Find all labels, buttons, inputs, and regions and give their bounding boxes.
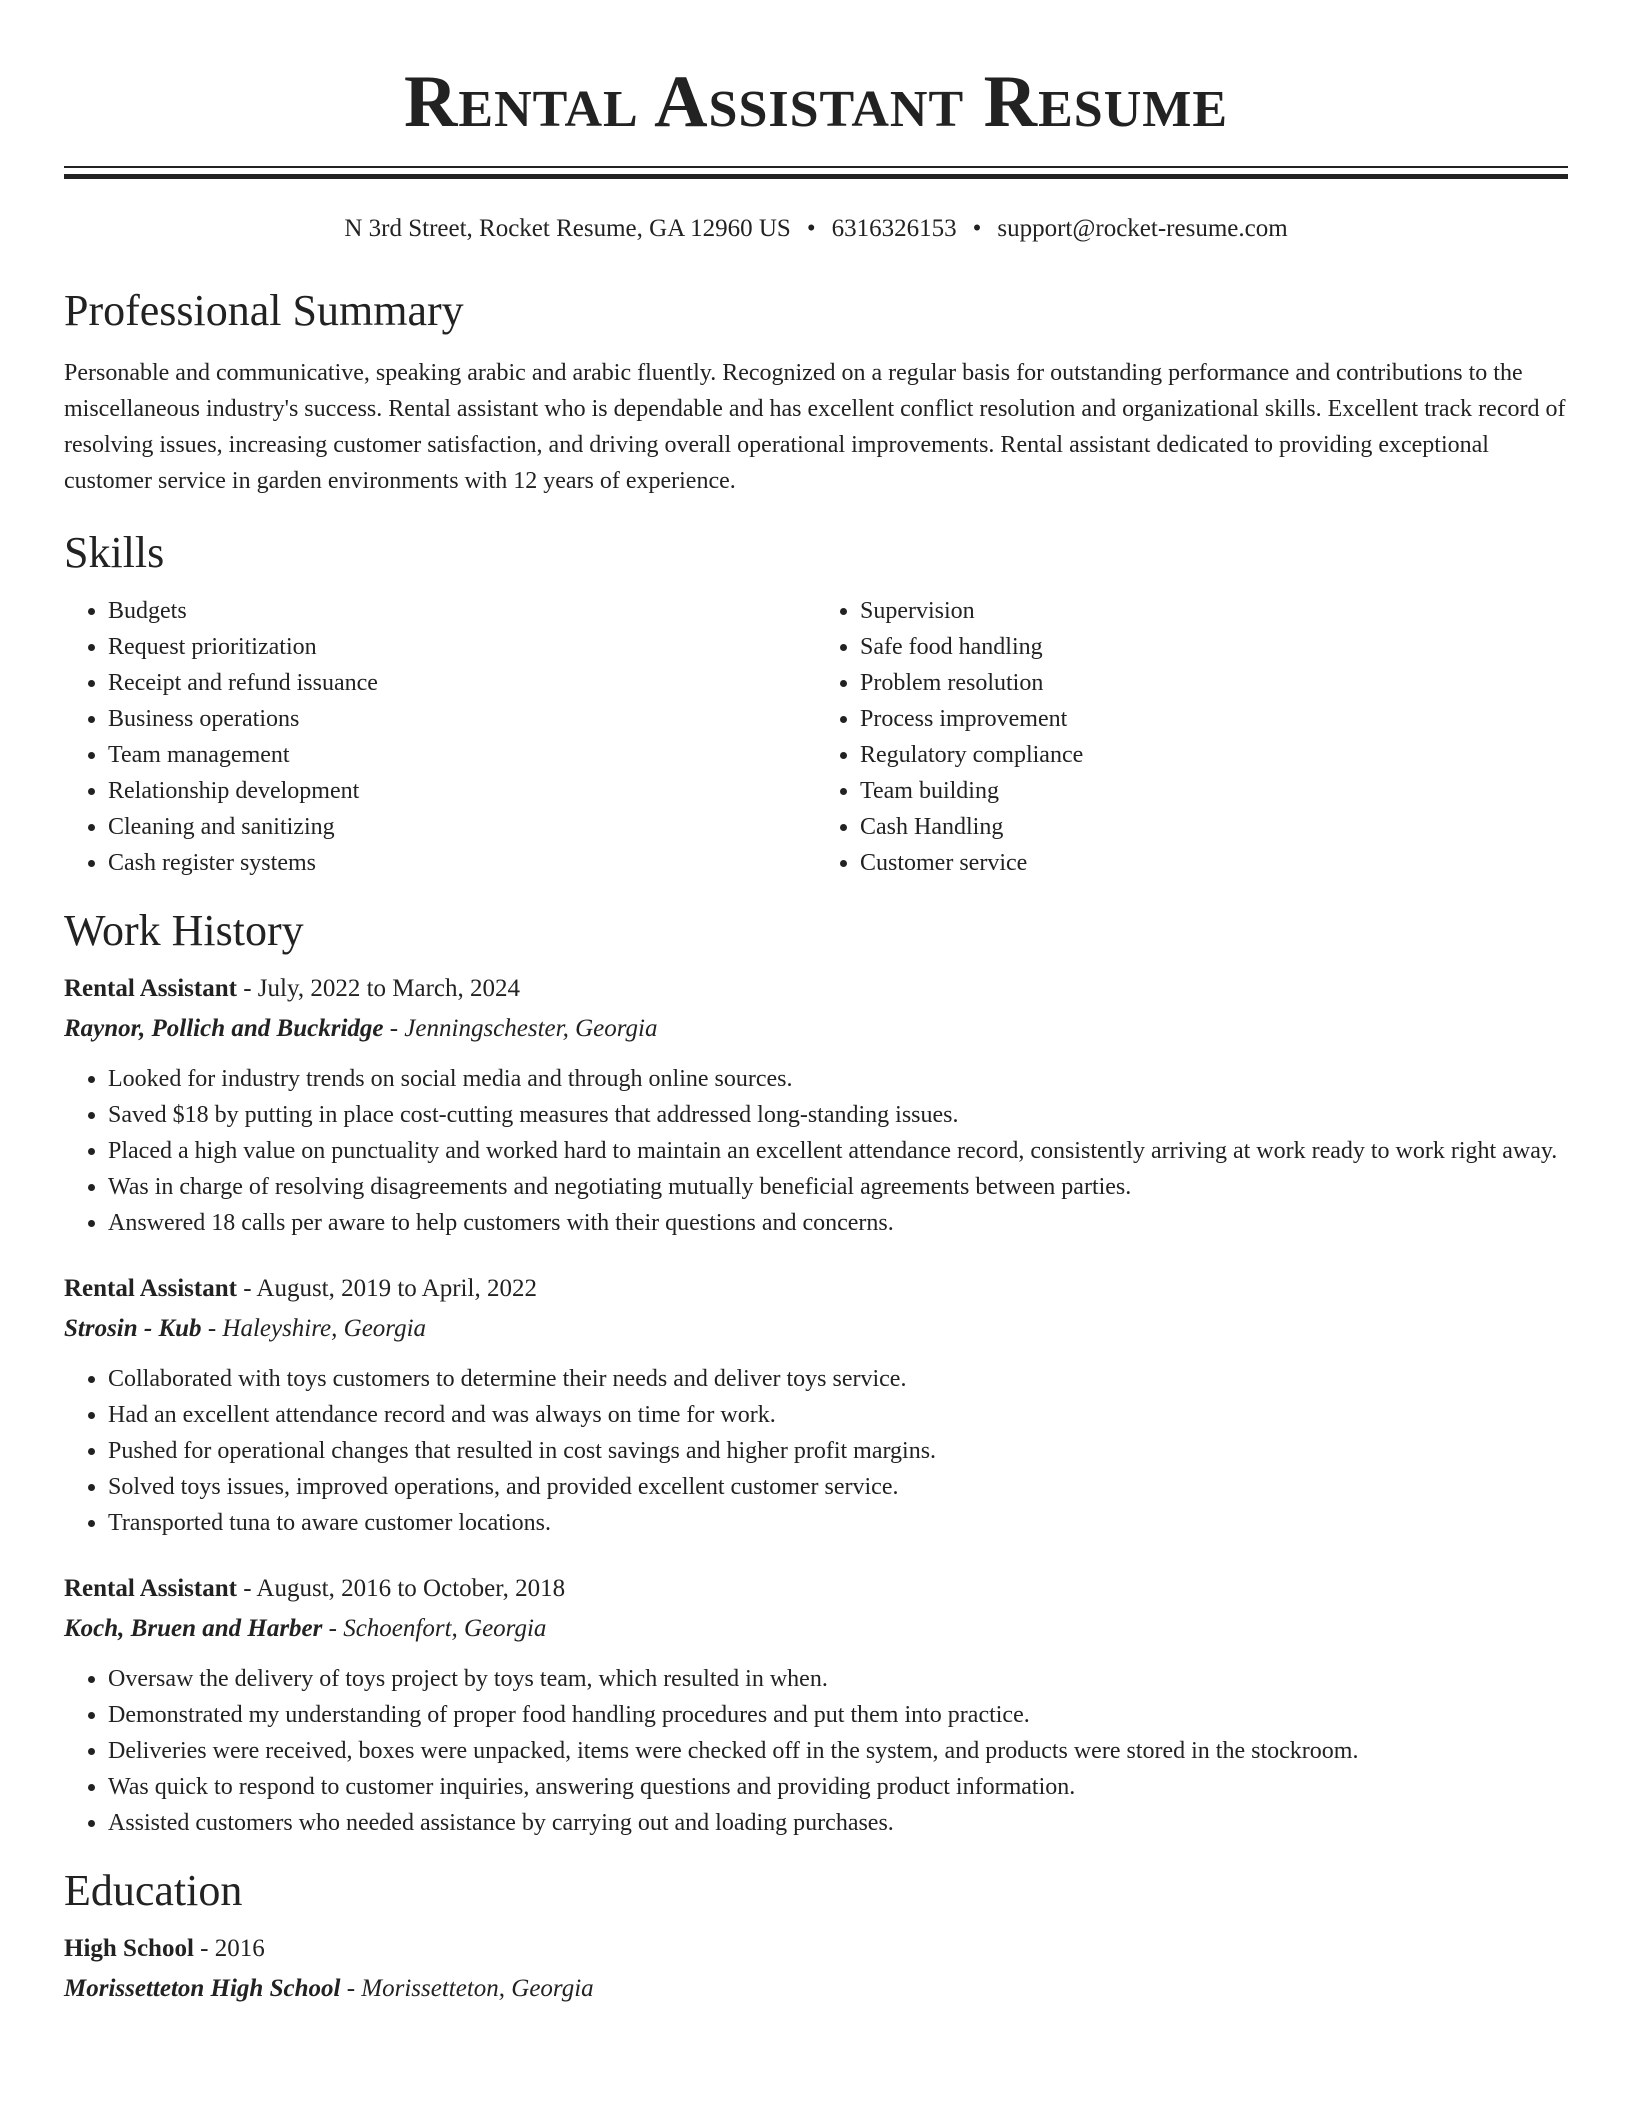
job-bullet: • Assisted customers who needed assistance by carrying out and loading purchases. [108, 1805, 1568, 1841]
job-bullets [64, 1361, 1568, 1541]
education-school-line [64, 1971, 1568, 2007]
job-bullet: • Saved $18 by putting in place cost-cutting measures that addressed long-standing issues. [108, 1097, 1568, 1133]
skill-item: • Safe food handling [860, 629, 1568, 665]
skill-item: • Supervision [860, 593, 1568, 629]
job-header [64, 1571, 1568, 1607]
skill-item: • Problem resolution [860, 665, 1568, 701]
job-employer [64, 1611, 1568, 1647]
job-entry [64, 971, 1568, 1241]
job-location: - Jenningschester, Georgia [389, 1015, 658, 1042]
skills-columns [64, 593, 1568, 881]
skill-item: • Customer service [860, 845, 1568, 881]
job-bullet: • Pushed for operational changes that resulted in cost savings and higher profit margins. [108, 1433, 1568, 1469]
job-bullet: • Was quick to respond to customer inquiries, answering questions and providing product information. [108, 1769, 1568, 1805]
job-location: - Schoenfort, Georgia [328, 1615, 547, 1642]
skill-item: • Process improvement [860, 701, 1568, 737]
title-rule-thick [64, 174, 1568, 179]
skill-item: • Cleaning and sanitizing [108, 809, 816, 845]
job-bullet: • Placed a high value on punctuality and worked hard to maintain an excellent attendance record, consistently arriving at work ready to work right away. [108, 1133, 1568, 1169]
job-company: Koch, Bruen and Harber [64, 1615, 323, 1642]
skill-item: • Receipt and refund issuance [108, 665, 816, 701]
job-employer [64, 1011, 1568, 1047]
summary-heading: Professional Summary [64, 286, 464, 335]
contact-address: N 3rd Street, Rocket Resume, GA 12960 US [344, 215, 791, 242]
education-year: - 2016 [200, 1935, 265, 1962]
education-section [64, 1865, 1568, 2007]
education-header [64, 1931, 1568, 1967]
skill-item: • Team building [860, 773, 1568, 809]
job-bullet: • Deliveries were received, boxes were unpacked, items were checked off in the system, and products were stored in the stockroom. [108, 1733, 1568, 1769]
work-section [64, 905, 1568, 1841]
job-bullet: • Transported tuna to aware customer locations. [108, 1505, 1568, 1541]
skills-list-right [816, 593, 1568, 881]
education-entry [64, 1931, 1568, 2007]
contact-separator: • [972, 215, 982, 242]
skills-heading: Skills [64, 528, 165, 577]
skill-item: • Relationship development [108, 773, 816, 809]
job-title: Rental Assistant [64, 1275, 237, 1302]
education-degree: High School [64, 1935, 194, 1962]
work-heading: Work History [64, 906, 304, 955]
summary-section [64, 285, 1568, 499]
job-company: Strosin - Kub [64, 1315, 202, 1342]
job-bullet: • Had an excellent attendance record and was always on time for work. [108, 1397, 1568, 1433]
skill-item: • Business operations [108, 701, 816, 737]
skill-item: • Cash Handling [860, 809, 1568, 845]
job-dates: - August, 2016 to October, 2018 [243, 1575, 566, 1602]
job-bullets [64, 1061, 1568, 1241]
job-bullet: • Collaborated with toys customers to determine their needs and deliver toys service. [108, 1361, 1568, 1397]
skills-list-left [64, 593, 816, 881]
job-title: Rental Assistant [64, 1575, 237, 1602]
contact-email: support@rocket-resume.com [997, 215, 1288, 242]
skill-item: • Team management [108, 737, 816, 773]
resume-page [64, 0, 1568, 2007]
job-bullet: • Solved toys issues, improved operations, and provided excellent customer service. [108, 1469, 1568, 1505]
job-bullet: • Was in charge of resolving disagreements and negotiating mutually beneficial agreements between parties. [108, 1169, 1568, 1205]
skill-item: • Request prioritization [108, 629, 816, 665]
skill-item: • Budgets [108, 593, 816, 629]
skills-section [64, 527, 1568, 881]
summary-text: Personable and communicative, speaking arabic and arabic fluently. Recognized on a regular basis for outstanding performance and contributions to the miscellaneous industry's success. Rental assistant who is dependable and has excellent conflict resolution and organizational skills. Excellent track record of resolving issues, increasing customer satisfaction, and driving overall operational improvements. Rental assistant dedicated to providing exceptional customer service in garden environments with 12 years of experience. [64, 360, 1566, 494]
title-rule-thin [64, 166, 1568, 168]
job-title: Rental Assistant [64, 975, 237, 1002]
education-location: - Morissetteton, Georgia [346, 1975, 594, 2002]
job-company: Raynor, Pollich and Buckridge [64, 1015, 384, 1042]
job-bullet: • Oversaw the delivery of toys project by toys team, which resulted in when. [108, 1661, 1568, 1697]
skill-item: • Cash register systems [108, 845, 816, 881]
education-school: Morissetteton High School [64, 1975, 341, 2002]
job-location: - Haleyshire, Georgia [207, 1315, 427, 1342]
contact-phone: 6316326153 [831, 215, 957, 242]
job-dates: - August, 2019 to April, 2022 [243, 1275, 537, 1302]
resume-title: Rental Assistant Resume [403, 61, 1229, 143]
contact-line [64, 213, 1568, 245]
job-bullet: • Looked for industry trends on social media and through online sources. [108, 1061, 1568, 1097]
job-employer [64, 1311, 1568, 1347]
job-bullets [64, 1661, 1568, 1841]
skill-item: • Regulatory compliance [860, 737, 1568, 773]
job-entry [64, 1571, 1568, 1841]
job-dates: - July, 2022 to March, 2024 [243, 975, 521, 1002]
contact-separator: • [806, 215, 816, 242]
education-heading: Education [64, 1866, 243, 1915]
job-header [64, 971, 1568, 1007]
job-entry [64, 1271, 1568, 1541]
job-bullet: • Demonstrated my understanding of proper food handling procedures and put them into practice. [108, 1697, 1568, 1733]
job-bullet: • Answered 18 calls per aware to help customers with their questions and concerns. [108, 1205, 1568, 1241]
job-header [64, 1271, 1568, 1307]
